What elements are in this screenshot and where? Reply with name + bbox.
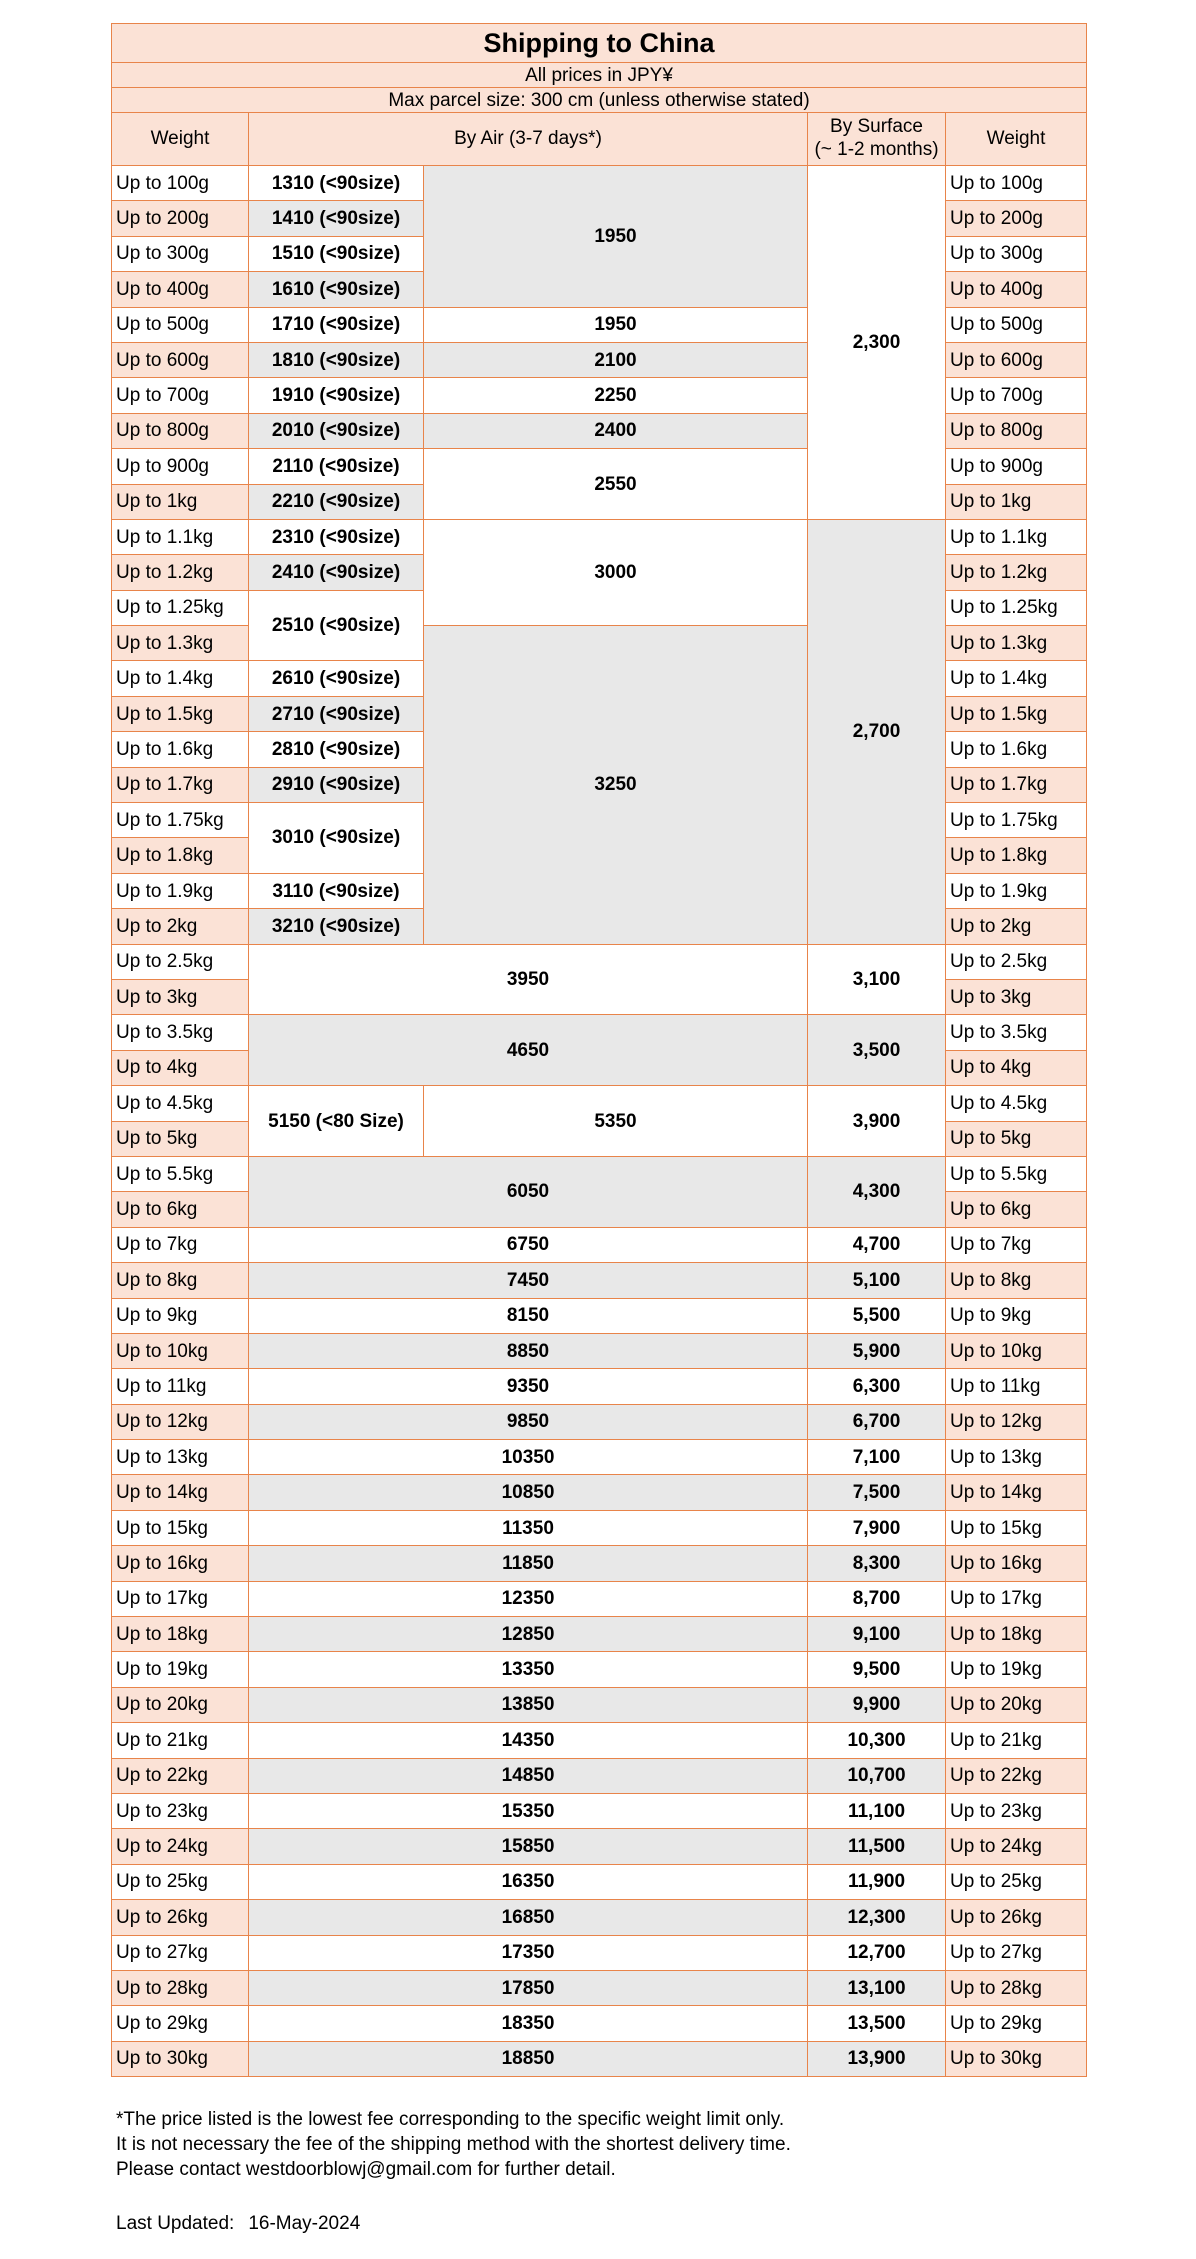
weight-cell: Up to 1.6kg: [112, 732, 249, 767]
table-row: [112, 1298, 1087, 1333]
weight-cell-right: Up to 600g: [946, 342, 1087, 377]
air-price: 14350: [249, 1723, 808, 1758]
air-small-price: 2410 (<90size): [249, 555, 424, 590]
air-price: 12350: [249, 1581, 808, 1616]
air-small-price: 1510 (<90size): [249, 236, 424, 271]
weight-cell-right: Up to 700g: [946, 378, 1087, 413]
air-price: 6750: [249, 1227, 808, 1262]
surface-price: 10,300: [808, 1723, 946, 1758]
surface-price: 9,900: [808, 1687, 946, 1722]
weight-cell: Up to 3.5kg: [112, 1015, 249, 1050]
weight-cell-right: Up to 800g: [946, 413, 1087, 448]
weight-cell: Up to 600g: [112, 342, 249, 377]
air-small-price: 2510 (<90size): [249, 590, 424, 661]
air-price: 3950: [249, 944, 808, 1015]
weight-cell-right: Up to 19kg: [946, 1652, 1087, 1687]
surface-price: 7,500: [808, 1475, 946, 1510]
weight-cell-right: Up to 1.7kg: [946, 767, 1087, 802]
weight-cell-right: Up to 25kg: [946, 1864, 1087, 1899]
weight-cell: Up to 1.9kg: [112, 873, 249, 908]
table-row: [112, 1475, 1087, 1510]
weight-cell: Up to 30kg: [112, 2041, 249, 2076]
weight-cell-right: Up to 2kg: [946, 909, 1087, 944]
weight-cell-right: Up to 30kg: [946, 2041, 1087, 2076]
air-price: 11850: [249, 1546, 808, 1581]
air-price: 5350: [424, 1086, 808, 1157]
air-price: 8150: [249, 1298, 808, 1333]
table-row: [112, 1970, 1087, 2005]
table-row: [112, 1156, 1087, 1191]
table-row: [112, 1369, 1087, 1404]
weight-cell-right: Up to 7kg: [946, 1227, 1087, 1262]
air-price: 18350: [249, 2006, 808, 2041]
footnote-2: It is not necessary the fee of the shipping method with the shortest delivery time.: [116, 2134, 791, 2155]
air-small-price: 1910 (<90size): [249, 378, 424, 413]
page-title: Shipping to China: [112, 24, 1087, 63]
table-row: [112, 944, 1087, 979]
table-row: [112, 1900, 1087, 1935]
weight-cell: Up to 26kg: [112, 1900, 249, 1935]
weight-cell: Up to 21kg: [112, 1723, 249, 1758]
air-price: 2550: [424, 449, 808, 520]
air-price: 3000: [424, 519, 808, 625]
weight-cell-right: Up to 2.5kg: [946, 944, 1087, 979]
weight-cell: Up to 22kg: [112, 1758, 249, 1793]
footnotes: [116, 2107, 791, 2182]
air-price: 1950: [424, 166, 808, 308]
weight-cell-right: Up to 28kg: [946, 1970, 1087, 2005]
weight-cell: Up to 900g: [112, 449, 249, 484]
weight-cell: Up to 13kg: [112, 1440, 249, 1475]
air-price: 6050: [249, 1156, 808, 1227]
weight-cell-right: Up to 1.5kg: [946, 696, 1087, 731]
weight-cell-right: Up to 400g: [946, 272, 1087, 307]
weight-cell: Up to 15kg: [112, 1510, 249, 1545]
surface-price: 10,700: [808, 1758, 946, 1793]
weight-cell-right: Up to 13kg: [946, 1440, 1087, 1475]
weight-cell-right: Up to 1.6kg: [946, 732, 1087, 767]
air-small-price: 2710 (<90size): [249, 696, 424, 731]
table-row: [112, 1440, 1087, 1475]
table-row: [112, 1510, 1087, 1545]
weight-cell: Up to 1.4kg: [112, 661, 249, 696]
surface-price: 5,500: [808, 1298, 946, 1333]
air-small-price: 2610 (<90size): [249, 661, 424, 696]
air-small-price: 1810 (<90size): [249, 342, 424, 377]
weight-cell: Up to 3kg: [112, 979, 249, 1014]
weight-cell: Up to 200g: [112, 201, 249, 236]
air-small-price: 1710 (<90size): [249, 307, 424, 342]
weight-cell: Up to 4kg: [112, 1050, 249, 1085]
weight-cell-right: Up to 16kg: [946, 1546, 1087, 1581]
air-price: 2250: [424, 378, 808, 413]
weight-cell: Up to 1.7kg: [112, 767, 249, 802]
weight-cell: Up to 800g: [112, 413, 249, 448]
table-row: [112, 2006, 1087, 2041]
weight-cell: Up to 500g: [112, 307, 249, 342]
air-small-price: 1410 (<90size): [249, 201, 424, 236]
weight-cell-right: Up to 11kg: [946, 1369, 1087, 1404]
air-price: 17350: [249, 1935, 808, 1970]
surface-price: 9,100: [808, 1617, 946, 1652]
table-row: [112, 166, 1087, 201]
weight-cell: Up to 8kg: [112, 1263, 249, 1298]
air-price: 8850: [249, 1333, 808, 1368]
weight-cell-right: Up to 1.75kg: [946, 803, 1087, 838]
table-row: [112, 1864, 1087, 1899]
table-row: [112, 1758, 1087, 1793]
last-updated: [116, 2213, 360, 2235]
weight-cell-right: Up to 10kg: [946, 1333, 1087, 1368]
surface-header-line2: (~ 1-2 months): [814, 139, 939, 160]
weight-cell-right: Up to 24kg: [946, 1829, 1087, 1864]
weight-cell-right: Up to 4.5kg: [946, 1086, 1087, 1121]
air-price: 15850: [249, 1829, 808, 1864]
surface-price: 12,700: [808, 1935, 946, 1970]
surface-price: 5,100: [808, 1263, 946, 1298]
weight-cell: Up to 1.5kg: [112, 696, 249, 731]
weight-cell-right: Up to 29kg: [946, 2006, 1087, 2041]
surface-price: 6,300: [808, 1369, 946, 1404]
weight-cell: Up to 2kg: [112, 909, 249, 944]
surface-price: 8,700: [808, 1581, 946, 1616]
weight-cell: Up to 1.25kg: [112, 590, 249, 625]
table-row: [112, 1015, 1087, 1050]
air-small-price: 3210 (<90size): [249, 909, 424, 944]
weight-cell: Up to 28kg: [112, 1970, 249, 2005]
weight-cell-right: Up to 200g: [946, 201, 1087, 236]
size-note: Max parcel size: 300 cm (unless otherwise stated): [112, 88, 1087, 113]
weight-cell: Up to 1.3kg: [112, 626, 249, 661]
surface-price: 11,900: [808, 1864, 946, 1899]
weight-cell: Up to 700g: [112, 378, 249, 413]
table-row: [112, 1227, 1087, 1262]
weight-cell-right: Up to 27kg: [946, 1935, 1087, 1970]
surface-header-line1: By Surface: [830, 116, 923, 138]
surface-price: 2,300: [808, 166, 946, 520]
surface-price: 13,100: [808, 1970, 946, 2005]
air-price: 11350: [249, 1510, 808, 1545]
air-small-price: 2310 (<90size): [249, 519, 424, 554]
weight-cell-right: Up to 1.3kg: [946, 626, 1087, 661]
weight-cell-right: Up to 5.5kg: [946, 1156, 1087, 1191]
table-row: [112, 519, 1087, 554]
weight-cell: Up to 7kg: [112, 1227, 249, 1262]
weight-cell-right: Up to 3.5kg: [946, 1015, 1087, 1050]
weight-cell-right: Up to 15kg: [946, 1510, 1087, 1545]
weight-header-right: Weight: [946, 113, 1087, 166]
air-small-price: 1610 (<90size): [249, 272, 424, 307]
surface-price: 8,300: [808, 1546, 946, 1581]
weight-cell: Up to 27kg: [112, 1935, 249, 1970]
table-row: [112, 1935, 1087, 1970]
weight-cell: Up to 1kg: [112, 484, 249, 519]
weight-cell: Up to 5kg: [112, 1121, 249, 1156]
last-updated-label: Last Updated:: [116, 2213, 235, 2234]
footnote-3: Please contact westdoorblowj@gmail.com for further detail.: [116, 2159, 616, 2180]
weight-cell-right: Up to 9kg: [946, 1298, 1087, 1333]
surface-price: 3,100: [808, 944, 946, 1015]
weight-cell: Up to 6kg: [112, 1192, 249, 1227]
air-price: 17850: [249, 1970, 808, 2005]
weight-cell: Up to 14kg: [112, 1475, 249, 1510]
weight-cell-right: Up to 500g: [946, 307, 1087, 342]
surface-price: 7,900: [808, 1510, 946, 1545]
weight-cell-right: Up to 1.9kg: [946, 873, 1087, 908]
table-row: [112, 1652, 1087, 1687]
weight-cell: Up to 4.5kg: [112, 1086, 249, 1121]
table-row: [112, 1546, 1087, 1581]
surface-price: 13,900: [808, 2041, 946, 2076]
weight-cell: Up to 11kg: [112, 1369, 249, 1404]
weight-cell: Up to 16kg: [112, 1546, 249, 1581]
table-row: [112, 1829, 1087, 1864]
footnote-1: *The price listed is the lowest fee corresponding to the specific weight limit only.: [116, 2109, 785, 2130]
air-small-price: 1310 (<90size): [249, 166, 424, 201]
weight-cell-right: Up to 22kg: [946, 1758, 1087, 1793]
weight-cell: Up to 25kg: [112, 1864, 249, 1899]
air-price: 15350: [249, 1793, 808, 1828]
air-price: 16850: [249, 1900, 808, 1935]
table-row: [112, 1333, 1087, 1368]
weight-cell-right: Up to 5kg: [946, 1121, 1087, 1156]
air-small-price: 2110 (<90size): [249, 449, 424, 484]
weight-cell-right: Up to 1.25kg: [946, 590, 1087, 625]
air-header: By Air (3-7 days*): [249, 113, 808, 166]
air-price: 3250: [424, 626, 808, 945]
weight-cell-right: Up to 1.4kg: [946, 661, 1087, 696]
surface-price: 3,900: [808, 1086, 946, 1157]
surface-price: 4,700: [808, 1227, 946, 1262]
weight-cell-right: Up to 4kg: [946, 1050, 1087, 1085]
weight-cell-right: Up to 1kg: [946, 484, 1087, 519]
surface-price: 9,500: [808, 1652, 946, 1687]
weight-cell: Up to 19kg: [112, 1652, 249, 1687]
surface-price: 4,300: [808, 1156, 946, 1227]
weight-cell: Up to 23kg: [112, 1793, 249, 1828]
weight-cell-right: Up to 18kg: [946, 1617, 1087, 1652]
air-price: 2100: [424, 342, 808, 377]
weight-cell-right: Up to 1.2kg: [946, 555, 1087, 590]
air-price: 14850: [249, 1758, 808, 1793]
air-small-price: 5150 (<80 Size): [249, 1086, 424, 1157]
weight-cell: Up to 9kg: [112, 1298, 249, 1333]
air-price: 10350: [249, 1440, 808, 1475]
air-price: 13350: [249, 1652, 808, 1687]
weight-cell-right: Up to 21kg: [946, 1723, 1087, 1758]
surface-price: 6,700: [808, 1404, 946, 1439]
weight-cell-right: Up to 23kg: [946, 1793, 1087, 1828]
table-row: [112, 1086, 1087, 1121]
weight-cell-right: Up to 20kg: [946, 1687, 1087, 1722]
air-price: 1950: [424, 307, 808, 342]
air-price: 9350: [249, 1369, 808, 1404]
weight-cell-right: Up to 300g: [946, 236, 1087, 271]
weight-cell: Up to 2.5kg: [112, 944, 249, 979]
air-price: 13850: [249, 1687, 808, 1722]
air-small-price: 3110 (<90size): [249, 873, 424, 908]
surface-price: 12,300: [808, 1900, 946, 1935]
weight-cell: Up to 1.8kg: [112, 838, 249, 873]
table-row: [112, 1263, 1087, 1298]
air-price: 16350: [249, 1864, 808, 1899]
weight-cell-right: Up to 8kg: [946, 1263, 1087, 1298]
table-row: [112, 1793, 1087, 1828]
weight-cell: Up to 18kg: [112, 1617, 249, 1652]
weight-cell: Up to 1.1kg: [112, 519, 249, 554]
table-row: [112, 1404, 1087, 1439]
air-small-price: 2210 (<90size): [249, 484, 424, 519]
surface-price: 11,500: [808, 1829, 946, 1864]
weight-cell: Up to 24kg: [112, 1829, 249, 1864]
surface-header: [808, 113, 946, 166]
weight-cell: Up to 300g: [112, 236, 249, 271]
table-row: [112, 2041, 1087, 2076]
table-row: [112, 1723, 1087, 1758]
air-price: 18850: [249, 2041, 808, 2076]
weight-cell: Up to 1.2kg: [112, 555, 249, 590]
weight-cell: Up to 400g: [112, 272, 249, 307]
air-price: 7450: [249, 1263, 808, 1298]
air-price: 2400: [424, 413, 808, 448]
weight-cell: Up to 10kg: [112, 1333, 249, 1368]
weight-cell-right: Up to 6kg: [946, 1192, 1087, 1227]
weight-header: Weight: [112, 113, 249, 166]
weight-cell-right: Up to 900g: [946, 449, 1087, 484]
weight-cell-right: Up to 17kg: [946, 1581, 1087, 1616]
air-price: 4650: [249, 1015, 808, 1086]
surface-price: 3,500: [808, 1015, 946, 1086]
weight-cell: Up to 17kg: [112, 1581, 249, 1616]
air-small-price: 3010 (<90size): [249, 803, 424, 874]
weight-cell-right: Up to 3kg: [946, 979, 1087, 1014]
weight-cell-right: Up to 1.8kg: [946, 838, 1087, 873]
table-row: [112, 1617, 1087, 1652]
table-row: [112, 1581, 1087, 1616]
weight-cell: Up to 12kg: [112, 1404, 249, 1439]
weight-cell: Up to 1.75kg: [112, 803, 249, 838]
surface-price: 7,100: [808, 1440, 946, 1475]
currency-note: All prices in JPY¥: [112, 63, 1087, 88]
air-small-price: 2910 (<90size): [249, 767, 424, 802]
last-updated-date: 16-May-2024: [248, 2213, 361, 2234]
table-row: [112, 1687, 1087, 1722]
air-small-price: 2810 (<90size): [249, 732, 424, 767]
weight-cell: Up to 5.5kg: [112, 1156, 249, 1191]
surface-price: 13,500: [808, 2006, 946, 2041]
shipping-rate-table: [111, 23, 1087, 2077]
weight-cell-right: Up to 14kg: [946, 1475, 1087, 1510]
weight-cell: Up to 20kg: [112, 1687, 249, 1722]
air-small-price: 2010 (<90size): [249, 413, 424, 448]
weight-cell-right: Up to 26kg: [946, 1900, 1087, 1935]
surface-price: 5,900: [808, 1333, 946, 1368]
weight-cell-right: Up to 1.1kg: [946, 519, 1087, 554]
air-price: 9850: [249, 1404, 808, 1439]
weight-cell: Up to 100g: [112, 166, 249, 201]
surface-price: 11,100: [808, 1793, 946, 1828]
air-price: 12850: [249, 1617, 808, 1652]
weight-cell-right: Up to 100g: [946, 166, 1087, 201]
surface-price: 2,700: [808, 519, 946, 944]
air-price: 10850: [249, 1475, 808, 1510]
weight-cell-right: Up to 12kg: [946, 1404, 1087, 1439]
weight-cell: Up to 29kg: [112, 2006, 249, 2041]
